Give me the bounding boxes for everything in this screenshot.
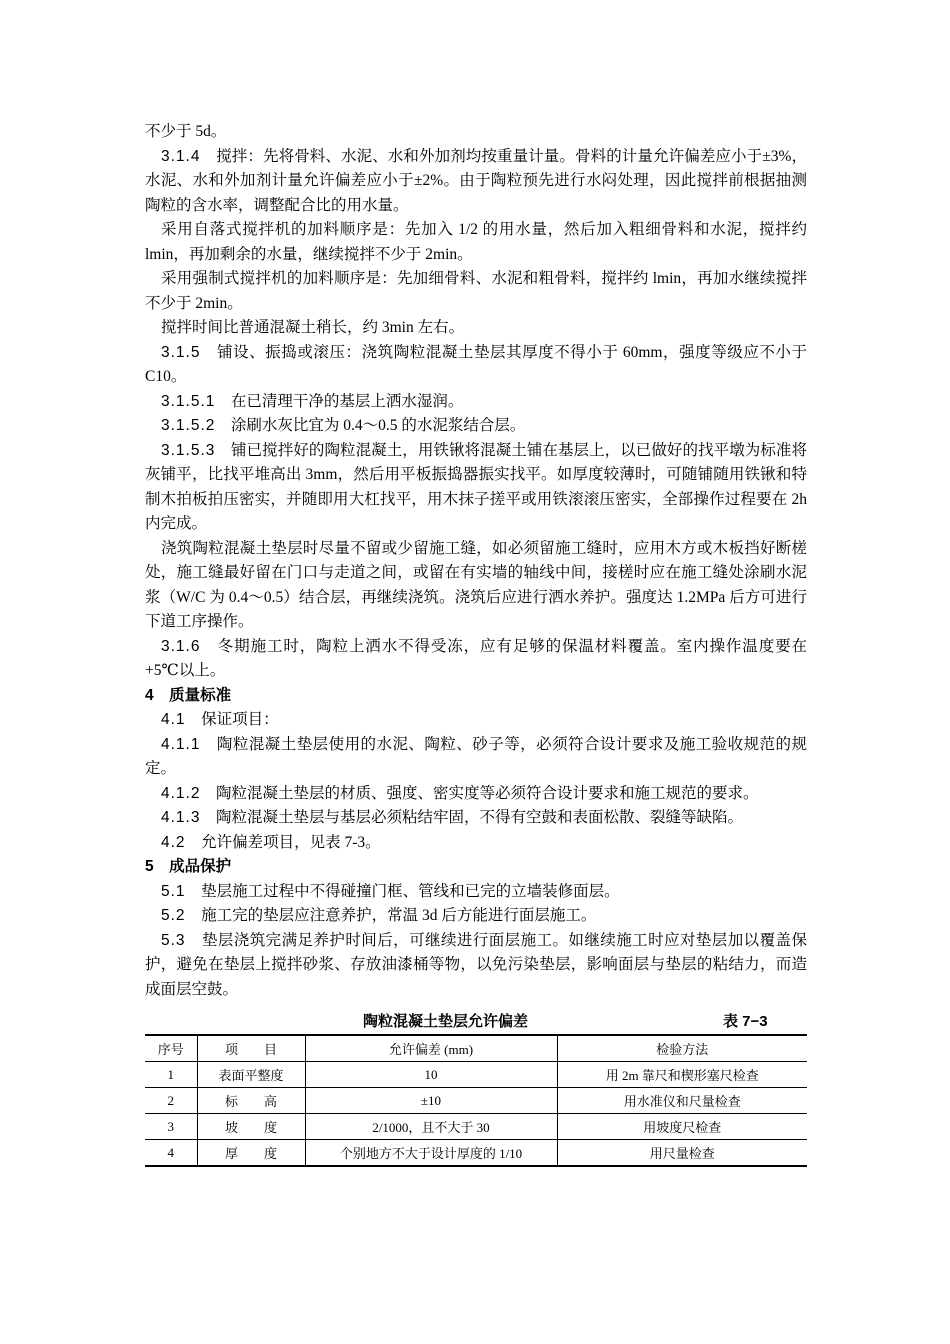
table-caption bbox=[145, 1008, 807, 1034]
paragraph-4-2 bbox=[145, 831, 807, 856]
table-cell: 个别地方不大于设计厚度的 1/10 bbox=[305, 1140, 557, 1167]
paragraph-4-1 bbox=[145, 708, 807, 733]
paragraph-text: 保证项目： bbox=[201, 711, 279, 728]
table-header-cell: 允许偏差 (mm) bbox=[305, 1035, 557, 1062]
paragraph-4-1-1 bbox=[145, 733, 807, 782]
paragraph-5-2 bbox=[145, 904, 807, 929]
paragraph bbox=[145, 120, 807, 145]
paragraph-text: 铺已搅拌好的陶粒混凝土，用铁锹将混凝土铺在基层上，以已做好的找平墩为标准将灰铺平，比找平堆高出 3mm，然后用平板振捣器振实找平。如厚度较薄时，可随铺随用铁锹和特制木拍板拍压密实，并随即用大杠找平，用木抹子搓平或用铁滚滚压密实，全部操作过程要在 2h 内完成。 bbox=[145, 441, 807, 532]
table-header-cell: 检验方法 bbox=[557, 1035, 807, 1062]
table-cell: 2 bbox=[145, 1088, 197, 1114]
table-cell: 1 bbox=[145, 1062, 197, 1088]
paragraph-text: 允许偏差项目，见表 7-3。 bbox=[201, 833, 381, 851]
table-cell: ±10 bbox=[305, 1088, 557, 1114]
table-cell: 坡 度 bbox=[197, 1114, 305, 1140]
paragraph-text: 陶粒混凝土垫层与基层必须粘结牢固，不得有空鼓和表面松散、裂缝等缺陷。 bbox=[216, 809, 744, 826]
paragraph-3-1-4 bbox=[145, 145, 807, 219]
paragraph-text: 垫层施工过程中不得碰撞门框、管线和已完的立墙装修面层。 bbox=[201, 882, 620, 900]
paragraph bbox=[145, 316, 807, 341]
paragraph-text: 采用强制式搅拌机的加料顺序是：先加细骨料、水泥和粗骨料，搅拌约 lmin，再加水继续搅拌不少于 2min。 bbox=[145, 270, 807, 312]
paragraph-text: 搅拌时间比普通混凝土稍长，约 3min 左右。 bbox=[161, 319, 465, 336]
clause-number: 3.1.5 bbox=[161, 343, 201, 361]
paragraph-text: 铺设、振捣或滚压：浇筑陶粒混凝土垫层其厚度不得小于 60mm，强度等级应不小于 C10。 bbox=[145, 343, 807, 385]
paragraph-text: 垫层浇筑完满足养护时间后，可继续进行面层施工。如继续施工时应对垫层加以覆盖保护，避免在垫层上搅拌砂浆、存放油漆桶等物，以免污染垫层，影响面层与垫层的粘结力，而造成面层空鼓。 bbox=[145, 931, 807, 998]
table-row bbox=[145, 1140, 807, 1167]
clause-number: 4.1 bbox=[161, 711, 186, 728]
table-cell: 厚 度 bbox=[197, 1140, 305, 1167]
table-row bbox=[145, 1114, 807, 1140]
clause-number: 3.1.6 bbox=[161, 637, 201, 655]
tolerance-table bbox=[145, 1034, 807, 1167]
table-cell: 3 bbox=[145, 1114, 197, 1140]
paragraph bbox=[145, 537, 807, 635]
paragraph-3-1-5 bbox=[145, 341, 807, 390]
paragraph-3-1-5-1 bbox=[145, 390, 807, 415]
table-cell: 用 2m 靠尺和楔形塞尺检查 bbox=[557, 1062, 807, 1088]
table-cell: 4 bbox=[145, 1140, 197, 1167]
clause-number: 3.1.5.3 bbox=[161, 441, 216, 459]
paragraph-text: 不少于 5d。 bbox=[145, 123, 227, 140]
document-page bbox=[145, 120, 807, 1167]
clause-number: 4.2 bbox=[161, 833, 186, 851]
paragraph-4-1-3 bbox=[145, 806, 807, 831]
clause-number: 5.2 bbox=[161, 907, 186, 924]
paragraph-text: 采用自落式搅拌机的加料顺序是：先加入 1/2 的用水量，然后加入粗细骨料和水泥，搅拌约 lmin，再加剩余的水量，继续搅拌不少于 2min。 bbox=[145, 221, 807, 263]
paragraph-3-1-5-2 bbox=[145, 414, 807, 439]
table-cell: 10 bbox=[305, 1062, 557, 1088]
table-cell: 用坡度尺检查 bbox=[557, 1114, 807, 1140]
table-cell: 用尺量检查 bbox=[557, 1140, 807, 1167]
table-cell: 表面平整度 bbox=[197, 1062, 305, 1088]
clause-number: 4.1.3 bbox=[161, 809, 201, 826]
paragraph-text: 搅拌：先将骨料、水泥、水和外加剂均按重量计量。骨料的计量允许偏差应小于±3%，水泥、水和外加剂计量允许偏差应小于±2%。由于陶粒预先进行水闷处理，因此搅拌前根据抽测陶粒的含水率，调整配合比的用水量。 bbox=[145, 147, 807, 214]
clause-number: 5.1 bbox=[161, 882, 186, 900]
paragraph-5-3 bbox=[145, 929, 807, 1003]
clause-number: 3.1.5.1 bbox=[161, 392, 216, 410]
paragraph-3-1-5-3 bbox=[145, 439, 807, 537]
paragraph-4-1-2 bbox=[145, 782, 807, 807]
clause-number: 3.1.4 bbox=[161, 147, 201, 165]
paragraph-text: 陶粒混凝土垫层的材质、强度、密实度等必须符合设计要求和施工规范的要求。 bbox=[216, 784, 759, 802]
table-header-row bbox=[145, 1035, 807, 1062]
paragraph-5-1 bbox=[145, 880, 807, 905]
section-heading-quality: 4 质量标准 bbox=[145, 686, 232, 704]
table-row bbox=[145, 1062, 807, 1088]
table-row bbox=[145, 1088, 807, 1114]
paragraph-text: 涂刷水灰比宜为 0.4～0.5 的水泥浆结合层。 bbox=[230, 417, 526, 434]
clause-number: 4.1.2 bbox=[161, 784, 201, 802]
paragraph bbox=[145, 218, 807, 267]
clause-number: 4.1.1 bbox=[161, 735, 201, 753]
paragraph-text: 施工完的垫层应注意养护，常温 3d 后方能进行面层施工。 bbox=[201, 907, 597, 924]
section-heading-protection: 5 成品保护 bbox=[145, 858, 232, 875]
table-cell: 用水准仪和尺量检查 bbox=[557, 1088, 807, 1114]
paragraph-text: 浇筑陶粒混凝土垫层时尽量不留或少留施工缝，如必须留施工缝时，应用木方或木板挡好断槎处，施工缝最好留在门口与走道之间，或留在有实墙的轴线中间，接槎时应在施工缝处涂刷水泥浆（W/C 为 0.4～0.5）结合层，再继续浇筑。浇筑后应进行洒水养护。强度达 1.2MPa 后方可进行下道工序操作。 bbox=[145, 539, 807, 630]
table-title: 陶粒混凝土垫层允许偏差 bbox=[363, 1013, 529, 1030]
paragraph bbox=[145, 267, 807, 316]
paragraph-3-1-6 bbox=[145, 635, 807, 684]
table-header-cell: 序号 bbox=[145, 1035, 197, 1062]
clause-number: 3.1.5.2 bbox=[161, 417, 216, 434]
table-number: 表 7−3 bbox=[723, 1013, 768, 1030]
paragraph-text: 在已清理干净的基层上洒水湿润。 bbox=[230, 392, 464, 410]
table-header-cell: 项 目 bbox=[197, 1035, 305, 1062]
paragraph-text: 冬期施工时，陶粒上洒水不得受冻，应有足够的保温材料覆盖。室内操作温度要在+5℃以上。 bbox=[145, 637, 807, 679]
table-cell: 标 高 bbox=[197, 1088, 305, 1114]
paragraph-text: 陶粒混凝土垫层使用的水泥、陶粒、砂子等，必须符合设计要求及施工验收规范的规定。 bbox=[145, 735, 807, 777]
clause-number: 5.3 bbox=[161, 931, 186, 949]
table-cell: 2/1000，且不大于 30 bbox=[305, 1114, 557, 1140]
